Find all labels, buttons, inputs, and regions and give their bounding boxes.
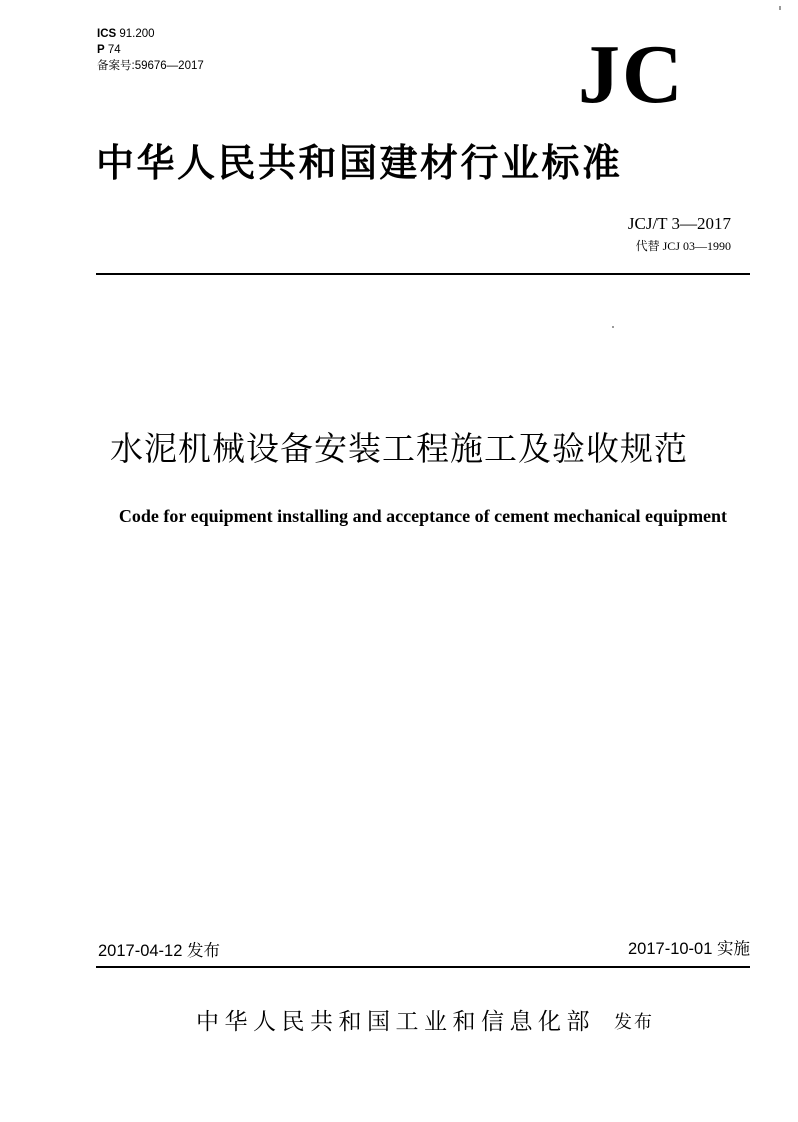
scan-speck xyxy=(612,326,614,328)
scan-speck xyxy=(779,6,781,10)
effective-date: 2017-10-01 实施 xyxy=(628,940,750,958)
industry-standard-title: 中华人民共和国建材行业标准 xyxy=(96,141,623,185)
filing-number: 备案号:59676—2017 xyxy=(97,60,204,72)
header-divider xyxy=(96,273,750,275)
replaces-standard: 代替 JCJ 03—1990 xyxy=(635,239,731,253)
ics-label: ICS xyxy=(97,28,117,40)
publisher-suffix: 发布 xyxy=(614,1012,654,1033)
ics-value: 91.200 xyxy=(119,28,155,40)
ccs-value: 74 xyxy=(107,44,121,56)
issue-date: 2017-04-12 发布 xyxy=(98,942,220,960)
publisher-name: 中华人民共和国工业和信息化部 xyxy=(196,1009,595,1035)
document-title-zh: 水泥机械设备安装工程施工及验收规范 xyxy=(110,429,688,468)
jc-logo: JC xyxy=(578,28,685,121)
footer-divider xyxy=(96,966,750,968)
ccs-code xyxy=(97,43,121,57)
ccs-label: P xyxy=(97,44,105,56)
document-title-en: Code for equipment installing and acceptance of cement mechanical equipment xyxy=(118,506,728,526)
standard-number: JCJ/T 3—2017 xyxy=(627,214,731,233)
ics-code xyxy=(97,27,155,41)
